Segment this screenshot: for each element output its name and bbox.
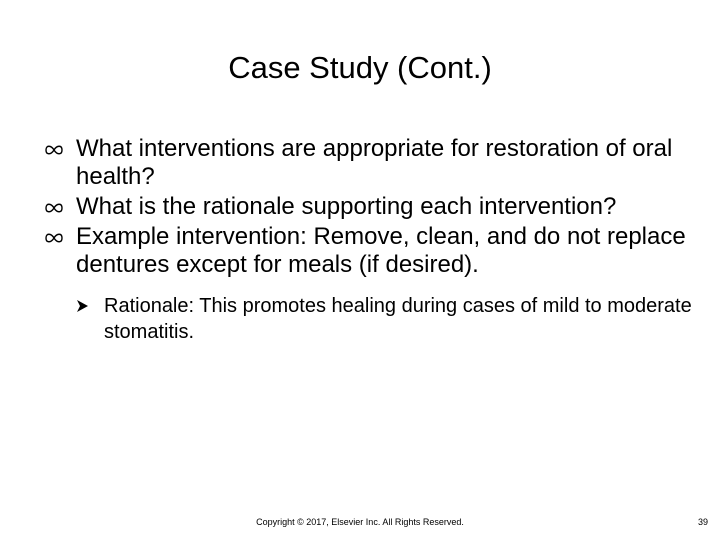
infinity-bullet-icon bbox=[44, 231, 64, 245]
bullet-item bbox=[44, 193, 704, 221]
bullet-item bbox=[44, 135, 704, 191]
bullet-text: Example intervention: Remove, clean, and do not replace dentures except for meals (if desired). bbox=[76, 223, 686, 278]
sub-bullet-list bbox=[76, 293, 704, 345]
copyright-footer: Copyright © 2017, Elsevier Inc. All Rights Reserved. bbox=[256, 517, 464, 527]
bullet-text: What is the rationale supporting each intervention? bbox=[76, 193, 617, 220]
infinity-bullet-icon bbox=[44, 143, 64, 157]
sub-bullet-item bbox=[76, 293, 704, 345]
slide-title: Case Study (Cont.) bbox=[228, 50, 492, 85]
infinity-bullet-icon bbox=[44, 201, 64, 215]
sub-bullet-text: Rationale: This promotes healing during cases of mild to moderate stomatitis. bbox=[104, 295, 692, 343]
arrow-bullet-icon bbox=[76, 299, 89, 313]
bullet-list bbox=[44, 135, 704, 347]
bullet-text: What interventions are appropriate for restoration of oral health? bbox=[76, 135, 673, 190]
page-number: 39 bbox=[697, 517, 708, 527]
bullet-item bbox=[44, 223, 704, 345]
